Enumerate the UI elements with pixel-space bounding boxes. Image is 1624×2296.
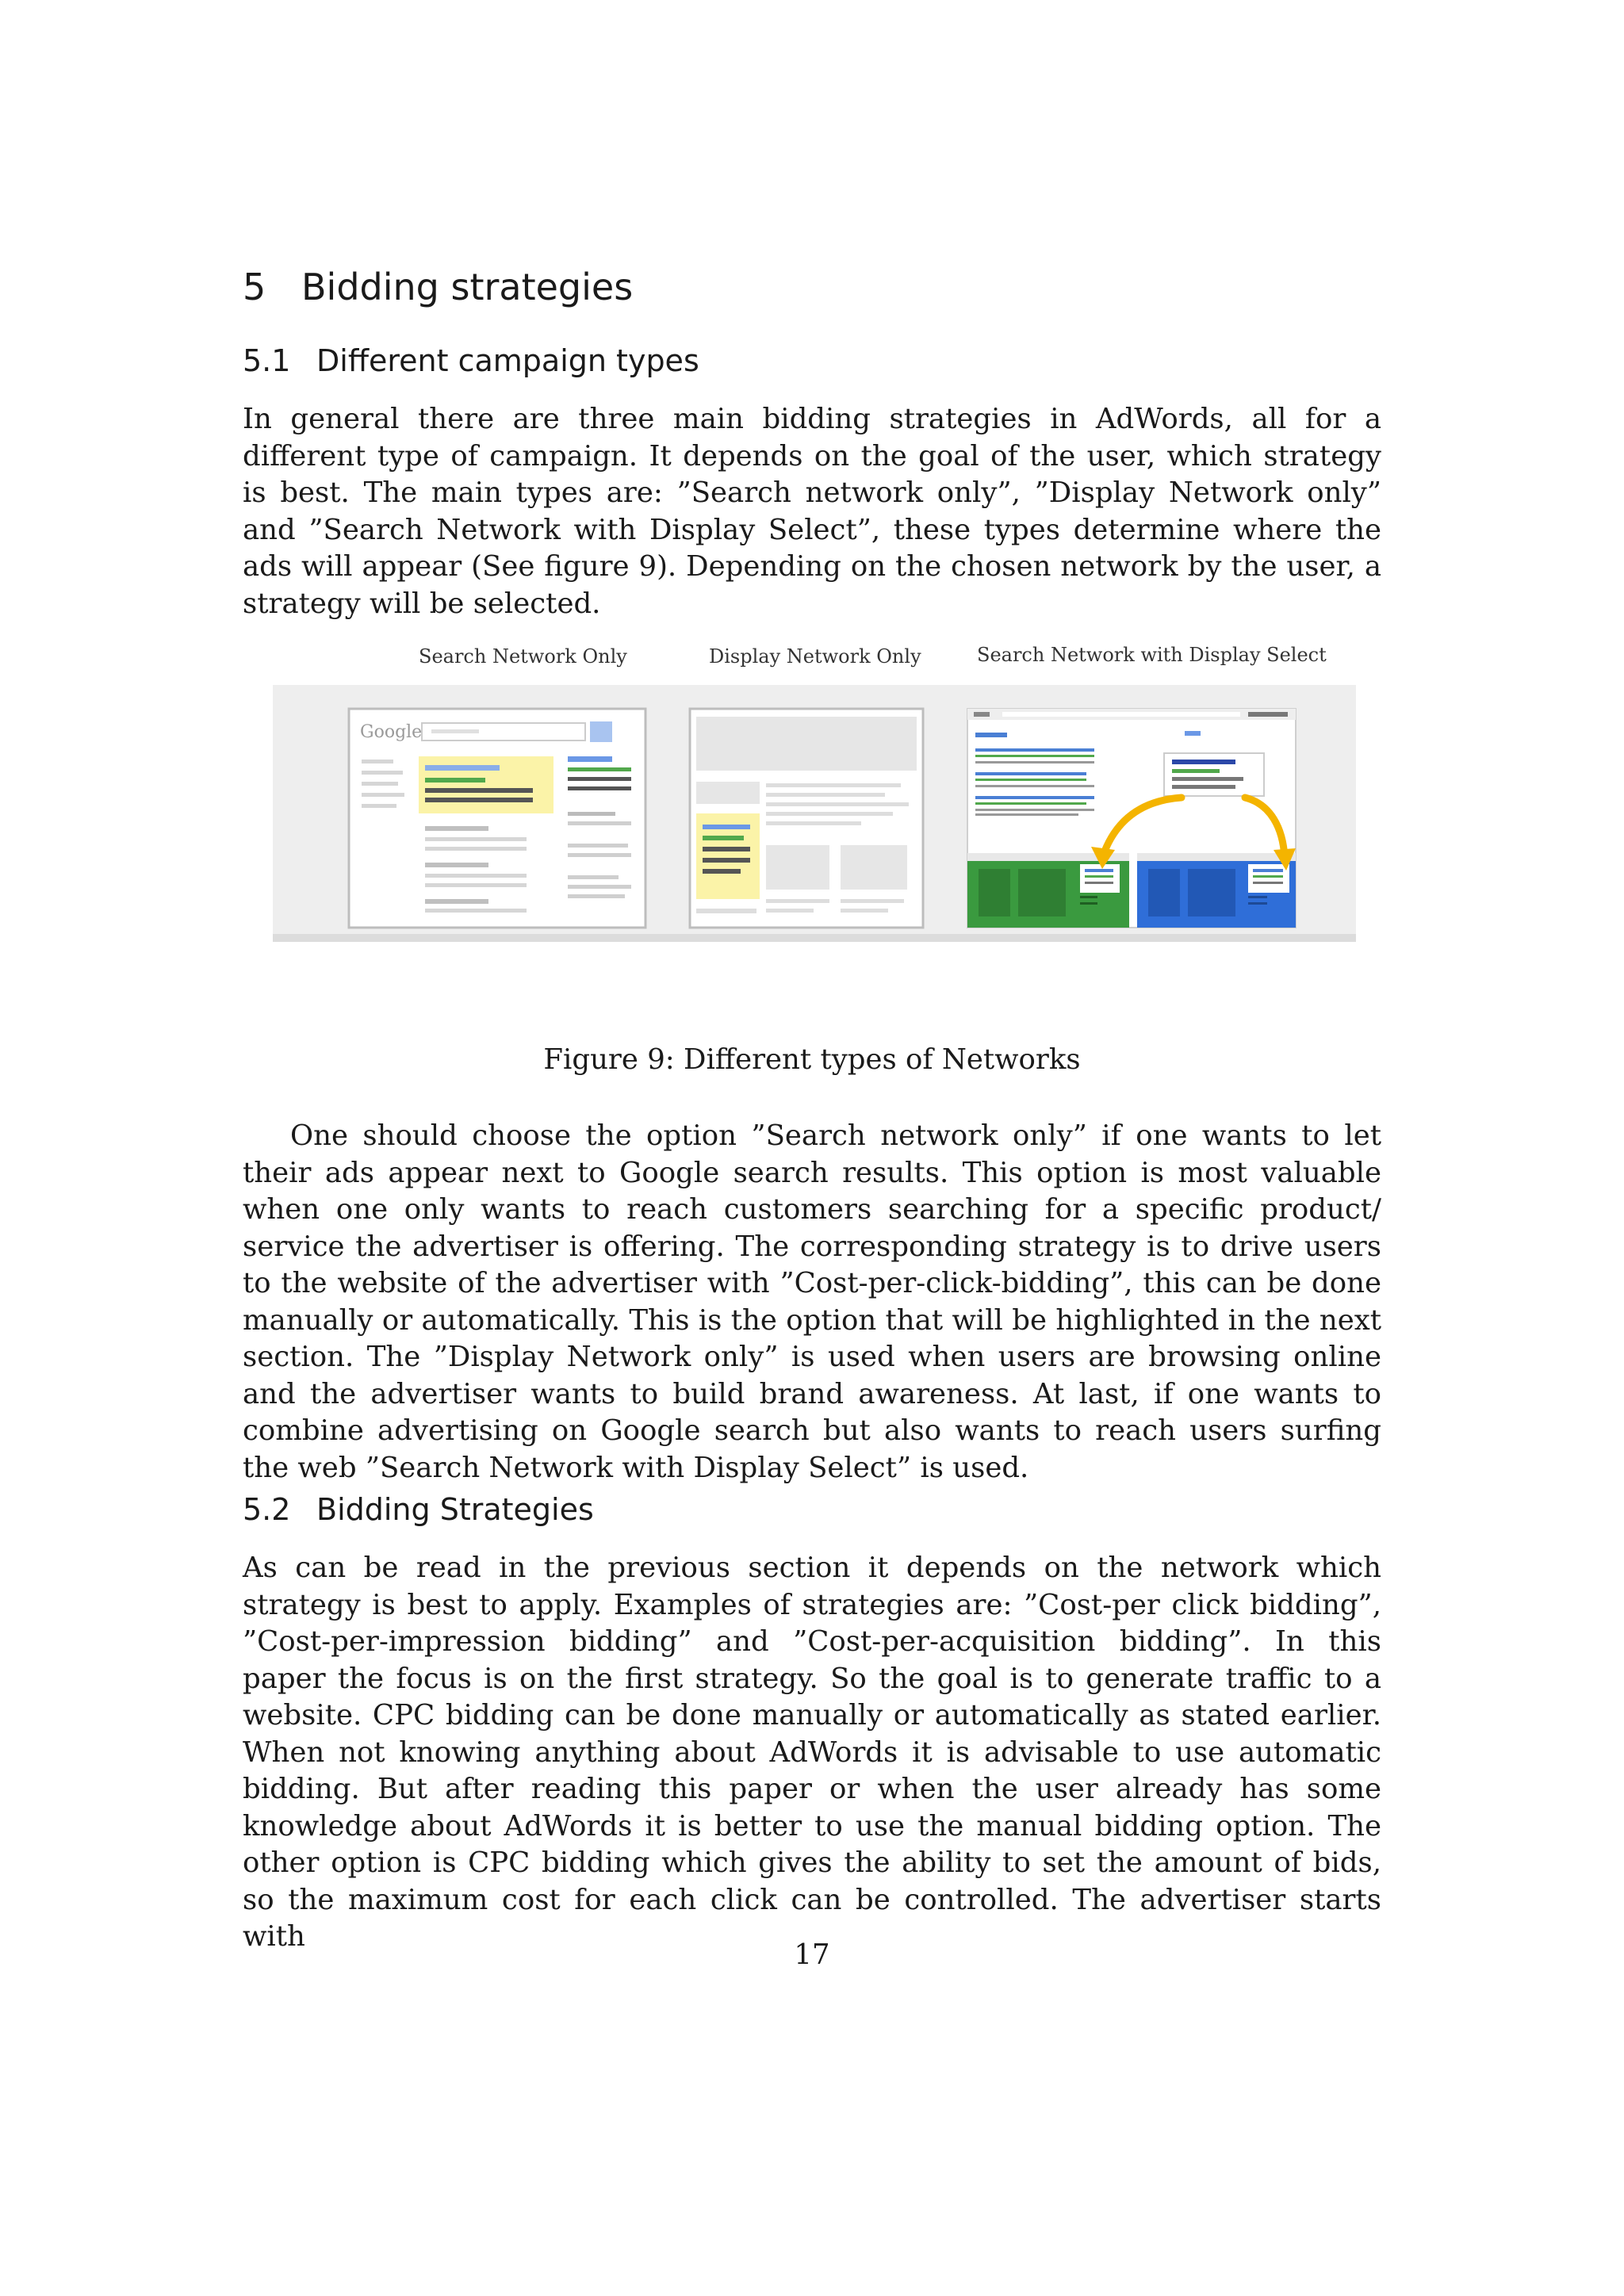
subsection-heading-2 — [243, 1492, 594, 1527]
section-title: Bidding strategies — [301, 266, 634, 308]
section-heading — [243, 266, 633, 308]
google-logo-icon: Google — [360, 722, 423, 742]
label-search-display-select: Search Network with Display Select — [977, 644, 1327, 666]
paragraph-bidding-strategies: As can be read in the previous section it depends on the network which strategy is best to apply. Examples of strategies are: ”Cost-per click bidding”, ”Cost-per-impression bidding” and ”Cost-per-acquisition bidding”. In this paper the focus is on the first strategy. So the goal is to generate traffic to a website. CPC bidding can be done manually or automatically as stated earlier. When not knowing anything about AdWords it is advisable to use automatic bidding. But after reading this paper or when the user already has some knowledge about AdWords it is better to use the manual bidding option. The other option is CPC bidding which gives the ability to set the amount of bids, so the maximum cost for each click can be controlled. The advertiser starts with — [243, 1552, 1381, 1953]
page-number: 17 — [794, 1938, 830, 1971]
subsection-title-2: Bidding Strategies — [316, 1492, 594, 1527]
figure-illustration — [273, 634, 1356, 948]
paragraph-network-options: One should choose the option ”Search network only” if one wants to let their ads appear next to Google search results. This option is most valuable when one only wants to reach customers searching for a specific product/ service the advertiser is offering. The corresponding strategy is to drive users to the website of the advertiser with ”Cost-per-click-bidding”, this can be done manually or automatically. This is the option that will be highlighted in the next section. The ”Display Network only” is used when users are browsing online and the advertiser wants to build brand awareness. At last, if one wants to combine advertising on Google search but also wants to reach users surfing the web ”Search Network with Display Select” is used. — [243, 1119, 1381, 1484]
display-network-panel — [690, 709, 923, 928]
search-display-select-panel — [967, 709, 1296, 928]
figure-caption: Figure 9: Different types of Networks — [543, 1043, 1081, 1076]
figure-bottom-shadow — [273, 934, 1356, 942]
subsection-number-2: 5.2 — [243, 1492, 291, 1527]
paragraph-campaign-types: In general there are three main bidding strategies in AdWords, all for a different type of campaign. It depends on the goal of the user, which strategy is best. The main types are: ”Search network only”, ”Display Network only” and ”Search Network with Display Select”, these types determine where the ads will appear (See figure 9). Depending on the chosen network by the user, a strategy will be selected. — [243, 403, 1381, 620]
label-display-network-only: Display Network Only — [709, 645, 921, 668]
label-search-network-only: Search Network Only — [419, 645, 627, 668]
search-network-panel — [349, 709, 645, 928]
subsection-number-1: 5.1 — [243, 343, 291, 378]
subsection-heading-1 — [243, 343, 699, 378]
section-number: 5 — [243, 266, 266, 308]
figure-network-types — [273, 634, 1356, 948]
subsection-title-1: Different campaign types — [316, 343, 699, 378]
